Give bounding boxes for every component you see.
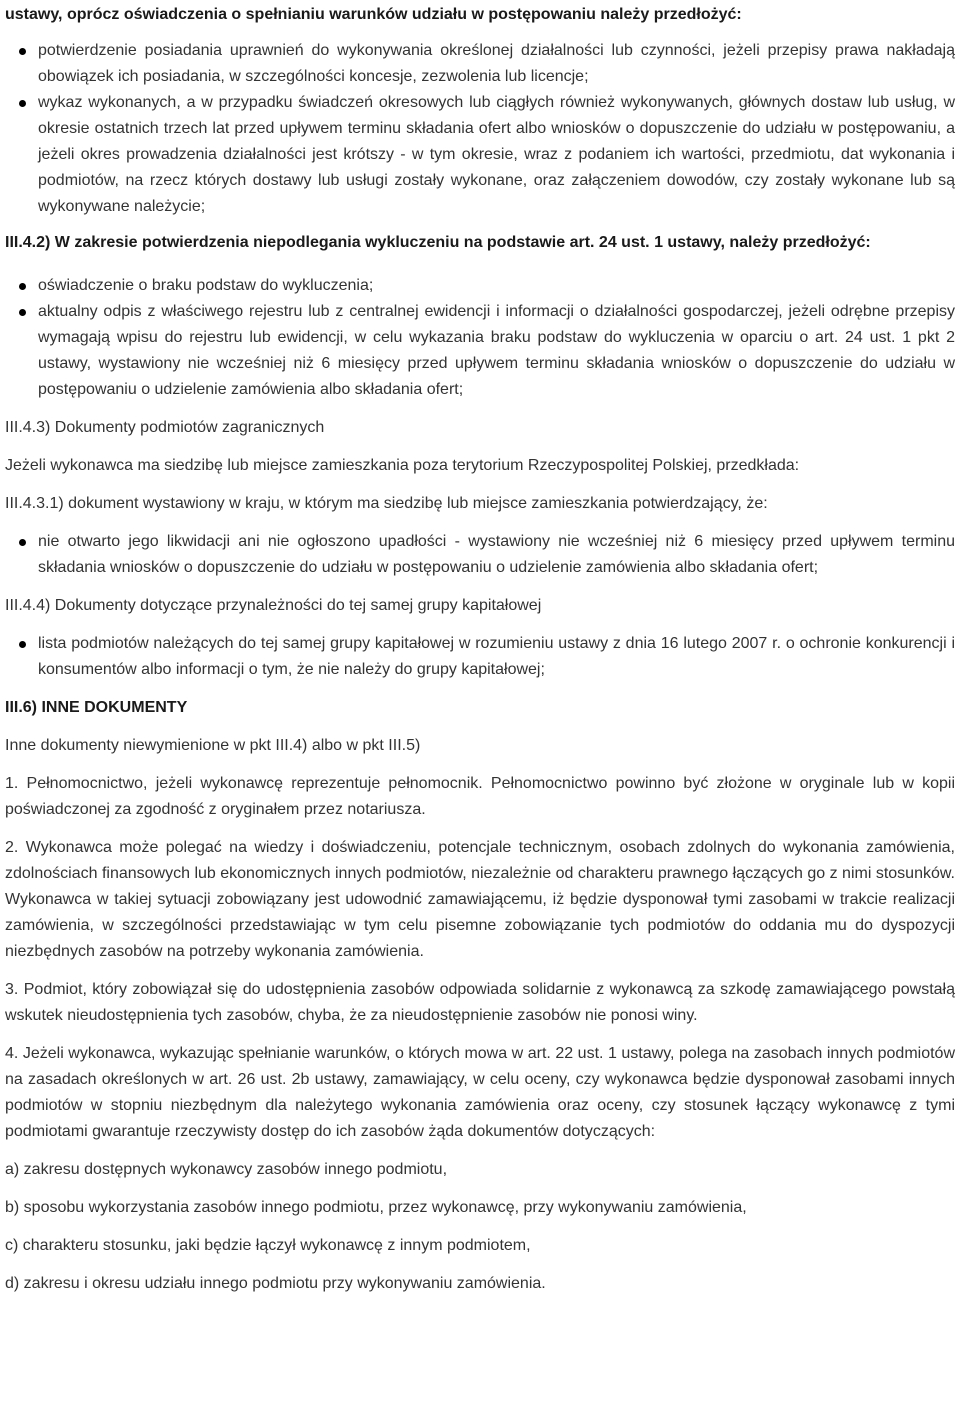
list-item-text: nie otwarto jego likwidacji ani nie ogłoszono upadłości - wystawiony nie wcześniej niż 6 miesięcy przed upływem terminu składania wniosków o dopuszczenie do udziału w postępowaniu o udzielenie zamówienia albo składania ofert; <box>38 533 955 576</box>
exclusion-documents-list <box>5 273 955 403</box>
paragraph-4-item-c: c) charakteru stosunku, jaki będzie łączył wykonawcę z innym podmiotem, <box>5 1237 531 1254</box>
list-item <box>5 529 955 581</box>
paragraph-4-item-a: a) zakresu dostępnych wykonawcy zasobów innego podmiotu, <box>5 1161 448 1178</box>
bullet-icon <box>19 539 26 546</box>
capital-group-list <box>5 631 955 683</box>
required-documents-list <box>5 38 955 220</box>
section-heading-iii-6: III.6) INNE DOKUMENTY <box>5 699 188 716</box>
paragraph-3: 3. Podmiot, który zobowiązał się do udostępnienia zasobów odpowiada solidarnie z wykonawcą za szkodę zamawiającego powstałą wskutek nieudostępnienia tych zasobów, chyba, że za nieudostępnienie zasobów nie ponosi winy. <box>5 981 955 1024</box>
list-item <box>5 273 955 299</box>
paragraph-4-item-b: b) sposobu wykorzystania zasobów innego podmiotu, przez wykonawcę, przy wykonywaniu zamówienia, <box>5 1199 747 1216</box>
paragraph-4-item-d: d) zakresu i okresu udziału innego podmiotu przy wykonywaniu zamówienia. <box>5 1275 546 1292</box>
section-heading-iii-4-2: III.4.2) W zakresie potwierdzenia niepodlegania wykluczeniu na podstawie art. 24 ust. 1 ustawy, należy przedłożyć: <box>5 234 871 251</box>
foreign-documents-list <box>5 529 955 581</box>
list-item-text: oświadczenie o braku podstaw do wykluczenia; <box>38 277 374 294</box>
list-item-text: aktualny odpis z właściwego rejestru lub z centralnej ewidencji i informacji o działalności gospodarczej, jeżeli odrębne przepisy wymagają wpisu do rejestru lub ewidencji, w celu wykazania braku podstaw do wykluczenia w oparciu o art. 24 ust. 1 pkt 2 ustawy, wystawiony nie wcześniej niż 6 miesięcy przed upływem terminu składania wniosków o dopuszczenie do udziału w postępowaniu o udzielenie zamówienia albo składania ofert; <box>38 303 955 398</box>
list-item-text: wykaz wykonanych, a w przypadku świadczeń okresowych lub ciągłych również wykonywanych, głównych dostaw lub usług, w okresie ostatnich trzech lat przed upływem terminu składania ofert albo wniosków o dopuszczenie do udziału w postępowaniu, a jeżeli okres prowadzenia działalności jest krótszy - w tym okresie, wraz z podaniem ich wartości, przedmiotu, dat wykonania i podmiotów, na rzecz których dostawy lub usługi zostały wykonane, oraz załączeniem dowodów, czy zostały wykonane lub są wykonywane należycie; <box>38 94 955 215</box>
foreign-entities-intro: Jeżeli wykonawca ma siedzibę lub miejsce zamieszkania poza terytorium Rzeczypospolitej Polskiej, przedkłada: <box>5 457 800 474</box>
paragraph-1: 1. Pełnomocnictwo, jeżeli wykonawcę reprezentuje pełnomocnik. Pełnomocnictwo powinno być złożone w oryginale lub w kopii poświadczonej za zgodność z oryginałem przez notariusza. <box>5 775 955 818</box>
section-heading-iii-4-3: III.4.3) Dokumenty podmiotów zagranicznych <box>5 419 325 436</box>
list-item <box>5 38 955 90</box>
bullet-icon <box>19 641 26 648</box>
paragraph-2: 2. Wykonawca może polegać na wiedzy i doświadczeniu, potencjale technicznym, osobach zdolnych do wykonania zamówienia, zdolnościach finansowych lub ekonomicznych innych podmiotów, niezależnie od charakteru prawnego łączących go z nimi stosunków. Wykonawca w takiej sytuacji zobowiązany jest udowodnić zamawiającemu, iż będzie dysponował tymi zasobami w trakcie realizacji zamówienia, w szczególności przedstawiając w tym celu pisemne zobowiązanie tych podmiotów do oddania mu do dyspozycji niezbędnych zasobów na potrzeby wykonania zamówienia. <box>5 839 955 960</box>
paragraph-4: 4. Jeżeli wykonawca, wykazując spełnianie warunków, o których mowa w art. 22 ust. 1 ustawy, polega na zasobach innych podmiotów na zasadach określonych w art. 26 ust. 2b ustawy, zamawiający, w celu oceny, czy wykonawca będzie dysponował zasobami innych podmiotów w stopniu niezbędnym dla należytego wykonania zamówienia oraz oceny, czy stosunek łączący wykonawcę z tymi podmiotami gwarantuje rzeczywisty dostęp do ich zasobów żąda dokumentów dotyczących: <box>5 1045 955 1140</box>
bullet-icon <box>19 100 26 107</box>
bullet-icon <box>19 48 26 55</box>
list-item <box>5 299 955 403</box>
section-heading-iii-4-4: III.4.4) Dokumenty dotyczące przynależności do tej samej grupy kapitałowej <box>5 597 542 614</box>
section-continuation-heading: ustawy, oprócz oświadczenia o spełnianiu warunków udziału w postępowaniu należy przedłożyć: <box>5 6 742 23</box>
section-heading-iii-4-3-1: III.4.3.1) dokument wystawiony w kraju, w którym ma siedzibę lub miejsce zamieszkania potwierdzający, że: <box>5 495 768 512</box>
bullet-icon <box>19 309 26 316</box>
list-item-text: lista podmiotów należących do tej samej grupy kapitałowej w rozumieniu ustawy z dnia 16 lutego 2007 r. o ochronie konkurencji i konsumentów albo informacji o tym, że nie należy do grupy kapitałowej; <box>38 635 955 678</box>
other-documents-intro: Inne dokumenty niewymienione w pkt III.4) albo w pkt III.5) <box>5 737 421 754</box>
list-item <box>5 631 955 683</box>
bullet-icon <box>19 283 26 290</box>
list-item <box>5 90 955 220</box>
document-page <box>5 2 955 1297</box>
list-item-text: potwierdzenie posiadania uprawnień do wykonywania określonej działalności lub czynności, jeżeli przepisy prawa nakładają obowiązek ich posiadania, w szczególności koncesje, zezwolenia lub licencje; <box>38 42 955 85</box>
